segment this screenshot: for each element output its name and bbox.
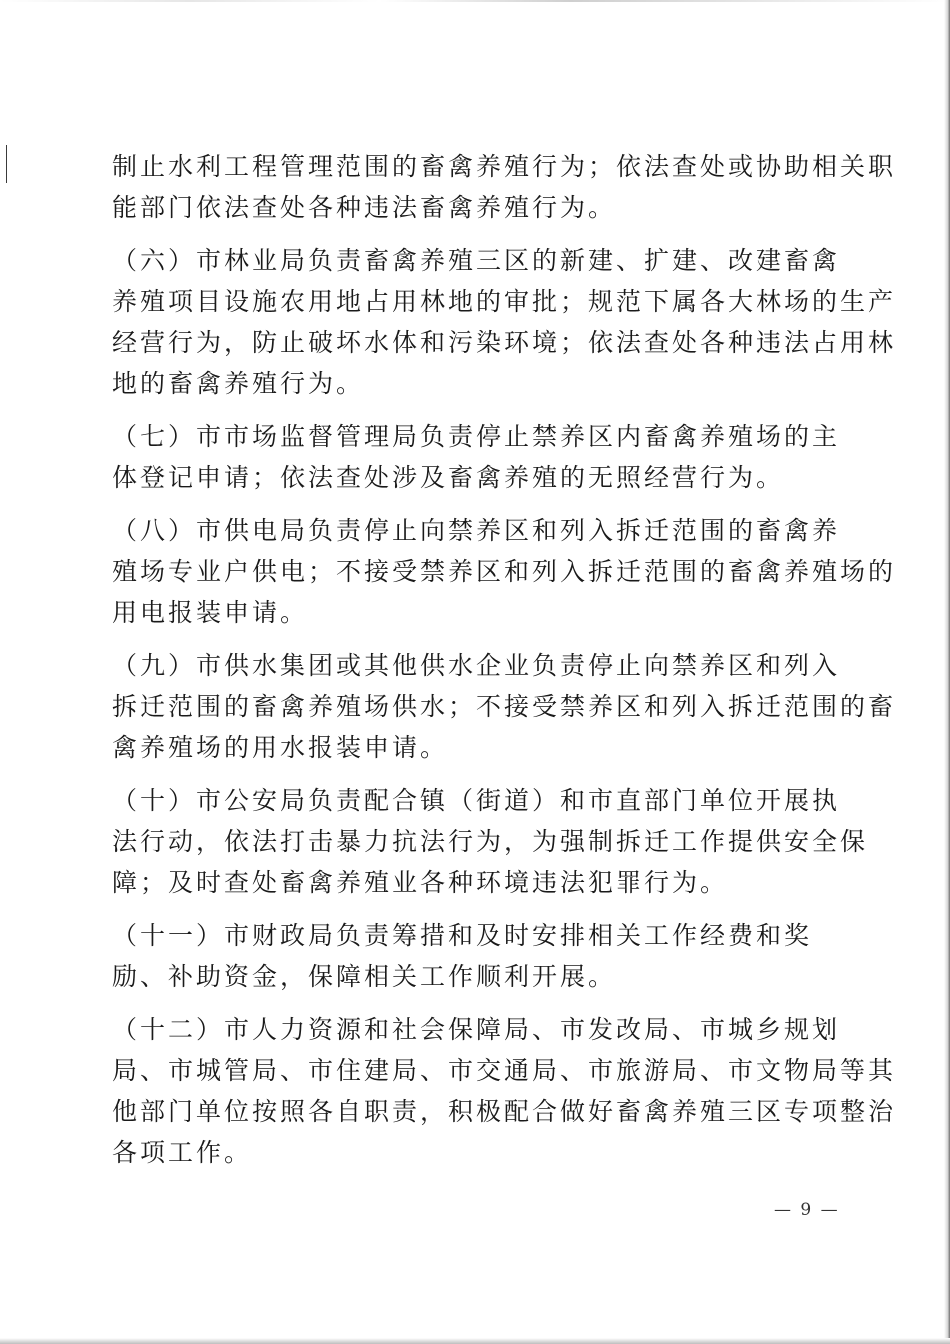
text-line: 殖场专业户供电；不接受禁养区和列入拆迁范围的畜禽养殖场的 — [112, 557, 897, 586]
text-line: 局、市城管局、市住建局、市交通局、市旅游局、市文物局等其 — [112, 1056, 897, 1085]
binding-mark — [6, 145, 7, 183]
document-body — [112, 146, 897, 1173]
text-line: （六）市林业局负责畜禽养殖三区的新建、扩建、改建畜禽 — [112, 246, 841, 275]
text-line: 地的畜禽养殖行为。 — [112, 369, 365, 398]
paragraph — [112, 915, 842, 997]
paragraph — [112, 1009, 897, 1173]
paragraph — [112, 510, 897, 633]
page-number: — 9 — — [774, 1200, 840, 1220]
text-line: 障；及时查处畜禽养殖业各种环境违法犯罪行为。 — [112, 868, 729, 897]
text-line: 制止水利工程管理范围的畜禽养殖行为；依法查处或协助相关职 — [112, 152, 897, 181]
paragraph — [112, 146, 897, 228]
text-line: （八）市供电局负责停止向禁养区和列入拆迁范围的畜禽养 — [112, 516, 841, 545]
paragraph — [112, 780, 869, 903]
text-line: 养殖项目设施农用地占用林地的审批；规范下属各大林场的生产 — [112, 287, 897, 316]
scan-edge-bottom — [0, 1338, 950, 1344]
text-line: 体登记申请；依法查处涉及畜禽养殖的无照经营行为。 — [112, 463, 785, 492]
text-line: 他部门单位按照各自职责，积极配合做好畜禽养殖三区专项整治 — [112, 1097, 897, 1126]
text-line: （十）市公安局负责配合镇（街道）和市直部门单位开展执 — [112, 786, 841, 815]
text-line: 各项工作。 — [112, 1138, 253, 1167]
text-line: （十二）市人力资源和社会保障局、市发改局、市城乡规划 — [112, 1015, 841, 1044]
paragraph — [112, 645, 897, 768]
scan-edge-top — [0, 0, 950, 2]
text-line: 励、补助资金，保障相关工作顺利开展。 — [112, 962, 617, 991]
text-line: （十一）市财政局负责筹措和及时安排相关工作经费和奖 — [112, 921, 813, 950]
text-line: 能部门依法查处各种违法畜禽养殖行为。 — [112, 193, 617, 222]
text-line: 禽养殖场的用水报装申请。 — [112, 733, 449, 762]
paragraph — [112, 416, 842, 498]
scan-edge-right — [944, 0, 950, 1344]
text-line: 用电报装申请。 — [112, 598, 309, 627]
text-line: （七）市市场监督管理局负责停止禁养区内畜禽养殖场的主 — [112, 422, 841, 451]
text-line: （九）市供水集团或其他供水企业负责停止向禁养区和列入 — [112, 651, 841, 680]
text-line: 法行动，依法打击暴力抗法行为，为强制拆迁工作提供安全保 — [112, 827, 869, 856]
text-line: 拆迁范围的畜禽养殖场供水；不接受禁养区和列入拆迁范围的畜 — [112, 692, 897, 721]
paragraph — [112, 240, 897, 404]
text-line: 经营行为，防止破坏水体和污染环境；依法查处各种违法占用林 — [112, 328, 897, 357]
